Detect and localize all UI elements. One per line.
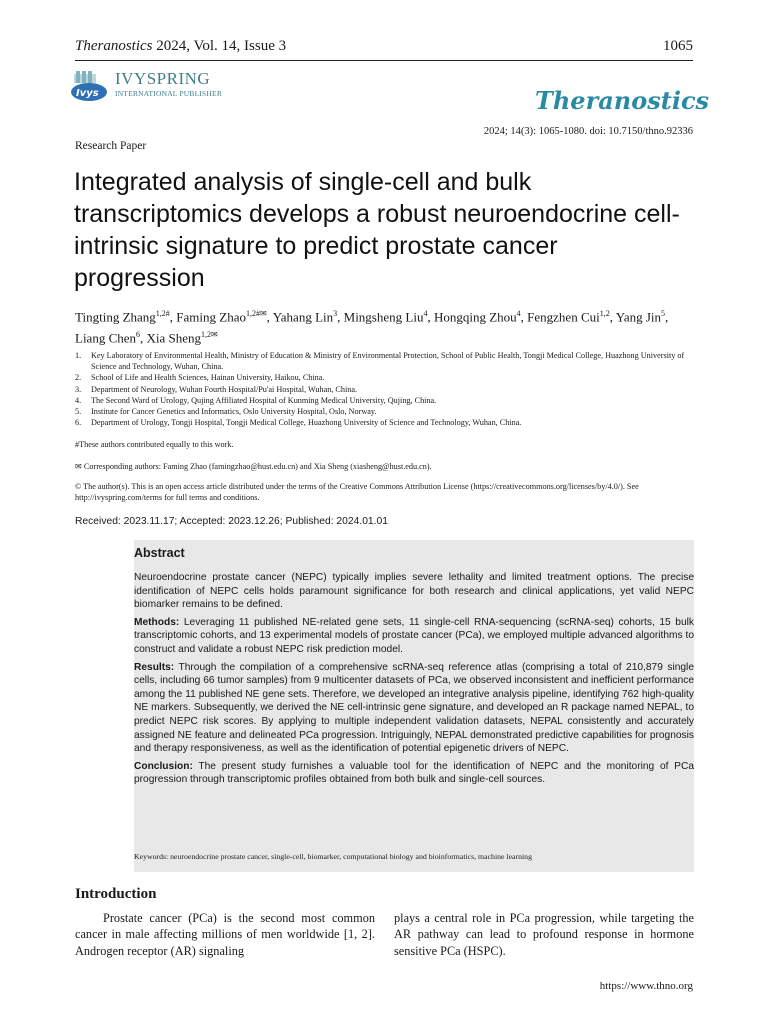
paper-type: Research Paper	[75, 140, 147, 152]
affiliation-list	[75, 350, 695, 428]
author-affiliation-marker: 1,2#✉	[245, 309, 267, 318]
intro-left-column: Prostate cancer (PCa) is the second most common cancer in male affecting millions of men worldwide [1, 2]. Androgen receptor (AR) signaling	[75, 911, 375, 958]
abstract-conclusion: Conclusion: The present study furnishes a valuable tool for the identification of NEPC and the monitoring of PCa progression through transcriptomic profiles obtained from both bulk and single-cell sources.	[134, 760, 694, 786]
citation-line: 2024; 14(3): 1065-1080. doi: 10.7150/thno.92336	[483, 126, 693, 137]
svg-text:Ivys: Ivys	[76, 88, 99, 99]
author-affiliation-marker: 6	[136, 330, 141, 340]
article-title: Integrated analysis of single-cell and bulk transcriptomics develops a robust neuroendocrine cell-intrinsic signature to predict prostate cancer progression	[74, 168, 680, 292]
affiliation-number: 6.	[75, 418, 82, 428]
abstract-methods: Methods: Leveraging 11 published NE-related gene sets, 11 single-cell RNA-sequencing (scRNA-seq) cohorts, 15 bulk transcriptomic cohorts, and 13 experimental models of prostate cancer (PCa), we employed multiple advanced algorithms to construct and validate a robust NEPC risk prediction model.	[134, 616, 694, 655]
author-name: Yang Jin	[615, 309, 662, 325]
affiliation-text: Department of Urology, Tongji Hospital, Tongji Medical College, Huazhong University of Science and Technology, Wuhan, China.	[91, 418, 522, 428]
affiliation-number: 4.	[75, 395, 82, 405]
header-rule	[75, 60, 693, 61]
author-affiliation-marker: 5	[661, 309, 666, 318]
introduction-heading: Introduction	[75, 886, 157, 902]
affiliation-item	[75, 350, 695, 372]
author-affiliation-marker: 4	[516, 309, 521, 318]
author-name: Xia Sheng	[146, 330, 202, 346]
page-number: 1065	[663, 38, 693, 54]
author-name: Tingting Zhang	[75, 309, 156, 325]
author-name: Faming Zhao	[176, 309, 246, 325]
publisher-subtitle: INTERNATIONAL PUBLISHER	[115, 89, 223, 98]
publisher-name: IVYSPRING	[115, 69, 211, 88]
intro-right-column: plays a central role in PCa progression, while targeting the AR pathway can lead to profound response in hormone sensitive PCa (HSPC).	[394, 911, 694, 958]
author-name: Mingsheng Liu	[343, 309, 424, 325]
license-notice: © The author(s). This is an open access article distributed under the terms of the Creative Commons Attribution License (https://creativecommons.org/licenses/by/4.0/). See http://ivyspring.com/terms for full terms and conditions.	[75, 482, 639, 502]
affiliation-item	[75, 417, 695, 428]
running-header	[75, 38, 286, 55]
author-affiliation-marker: 3	[333, 309, 338, 318]
affiliation-text: School of Life and Health Sciences, Hainan University, Haikou, China.	[91, 373, 325, 383]
affiliation-item	[75, 372, 695, 383]
author-affiliation-marker: 4	[423, 309, 428, 318]
author-name: Hongqing Zhou	[433, 309, 517, 325]
affiliation-item	[75, 384, 695, 395]
corresponding-authors: ✉ Corresponding authors: Faming Zhao (famingzhao@hust.edu.cn) and Xia Sheng (xiasheng@hust.edu.cn).	[75, 462, 432, 471]
affiliation-item	[75, 395, 695, 406]
affiliation-number: 3.	[75, 384, 82, 394]
affiliation-item	[75, 406, 695, 417]
author-name: Liang Chen	[75, 330, 137, 346]
affiliation-number: 2.	[75, 373, 82, 383]
abstract-heading: Abstract	[134, 546, 185, 560]
author-name: Yahang Lin	[272, 309, 334, 325]
affiliation-text: The Second Ward of Urology, Qujing Affiliated Hospital of Kunming Medical University, Qujing, China.	[91, 395, 437, 405]
journal-logo: Theranostics	[535, 86, 710, 115]
abstract-body	[134, 571, 694, 791]
volume-issue: 2024, Vol. 14, Issue 3	[156, 38, 287, 54]
keywords: Keywords: neuroendocrine prostate cancer, single-cell, biomarker, computational biology and bioinformatics, machine learning	[134, 852, 532, 861]
author-affiliation-marker: 1,2#	[155, 309, 170, 318]
publication-dates: Received: 2023.11.17; Accepted: 2023.12.26; Published: 2024.01.01	[75, 516, 388, 527]
author-list: Tingting Zhang$^{1,2\#}$, Faming Zhao$^{1,2\#✉}$, Yahang Lin$^3$, Mingsheng Liu$^4$, Hongqing Zhou$^4$, Fengzhen Cui$^{1,2}$, Yang Jin$^5$, Liang Chen$^6$, Xia Sheng$^{1,2✉}$	[75, 309, 669, 346]
author-affiliation-marker: 1,2	[599, 309, 610, 318]
affiliation-text: Key Laboratory of Environmental Health, Ministry of Education & Ministry of Environmental Protection, School of Public Health, Tongji Medical College, Huazhong University of Science and Technology, Wuhan, China.	[91, 351, 685, 372]
author-affiliation-marker: 1,2✉	[201, 330, 218, 340]
footer-url: https://www.thno.org	[599, 980, 693, 992]
affiliation-text: Department of Neurology, Wuhan Fourth Hospital/Pu'ai Hospital, Wuhan, China.	[91, 384, 358, 394]
affiliation-number: 1.	[75, 351, 82, 360]
abstract-intro: Neuroendocrine prostate cancer (NEPC) typically implies severe lethality and limited treatment options. The precise identification of NEPC cells holds paramount significance for both research and clinical applications, yet valid NEPC biomarker remains to be defined.	[134, 572, 694, 611]
affiliation-text: Institute for Cancer Genetics and Informatics, Oslo University Hospital, Oslo, Norway.	[91, 407, 377, 417]
affiliation-number: 5.	[75, 407, 82, 417]
journal-name: Theranostics	[75, 38, 153, 54]
abstract-results: Results: Through the compilation of a comprehensive scRNA-seq reference atlas (comprising a total of 210,879 single cells, including 66 tumor samples) from 9 multicenter datasets of PCa, we observed inconsistent and inefficient performance among the 11 published NE gene sets. Therefore, we developed an integrative analysis pipeline, identifying 762 high-quality NE markers. Subsequently, we derived the NE cell-intrinsic gene signature, and developed an R package named NEPAL, to predict NEPC risk scores. By applying to multiple independent validation datasets, NEPAL consistently and accurately assigned NE feature and delineated PCa progression. Intriguingly, NEPAL demonstrated predictive capabilities for prognosis and therapy responsiveness, as well as the identification of potential epigenetic drivers of NEPC.	[134, 661, 694, 755]
author-name: Fengzhen Cui	[527, 309, 600, 325]
equal-contribution-note: #These authors contributed equally to this work.	[75, 440, 234, 449]
